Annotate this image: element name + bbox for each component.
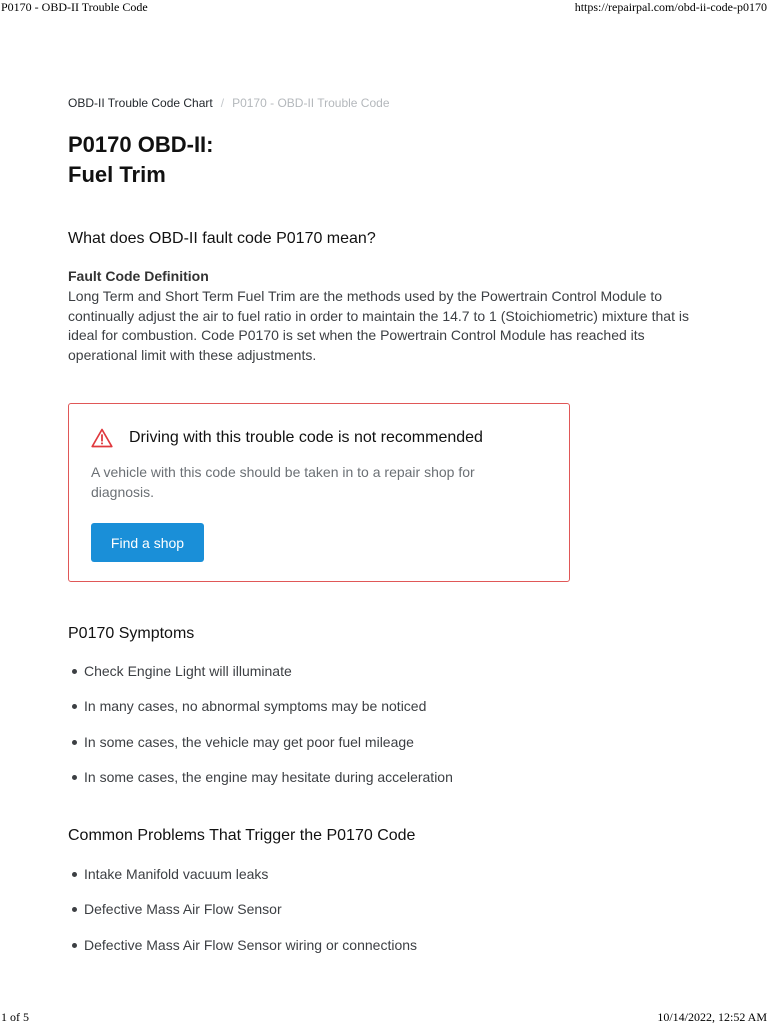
list-item-text: Check Engine Light will illuminate bbox=[84, 663, 292, 679]
list-item-text: Defective Mass Air Flow Sensor wiring or connections bbox=[84, 936, 418, 953]
warning-triangle-icon bbox=[91, 428, 113, 448]
bullet-icon bbox=[72, 872, 77, 877]
list-item bbox=[68, 864, 688, 899]
print-page-url: https://repairpal.com/obd-ii-code-p0170 bbox=[574, 0, 767, 14]
bullet-icon bbox=[72, 740, 77, 745]
symptoms-heading: P0170 Symptoms bbox=[68, 625, 195, 642]
breadcrumb-separator: / bbox=[220, 96, 225, 110]
breadcrumb-link-code-chart[interactable]: OBD-II Trouble Code Chart bbox=[68, 96, 213, 110]
list-item-text: In some cases, the engine may hesitate during acceleration bbox=[84, 768, 453, 785]
list-item bbox=[68, 935, 688, 970]
list-item-text: In some cases, the vehicle may get poor fuel mileage bbox=[84, 733, 414, 750]
alert-title: Driving with this trouble code is not recommended bbox=[129, 429, 483, 446]
list-item bbox=[68, 767, 688, 802]
page-title-line-1: P0170 OBD-II: bbox=[68, 132, 214, 157]
bullet-icon bbox=[72, 775, 77, 780]
definition-body: Long Term and Short Term Fuel Trim are the methods used by the Powertrain Control Module to continually adjust the air to fuel ratio in order to maintain the 14.7 to 1 (Stoichiometric) mixture that is ideal for combustion. Code P0170 is set when the Powertrain Control Module has reached its operational limit with these adjustments. bbox=[68, 288, 689, 363]
list-item-text: Defective Mass Air Flow Sensor bbox=[84, 901, 282, 918]
driving-warning-alert bbox=[68, 403, 570, 582]
print-datetime: 10/14/2022, 12:52 AM bbox=[657, 1010, 767, 1024]
problems-list bbox=[68, 864, 688, 970]
print-page-number: 1 of 5 bbox=[1, 1010, 29, 1024]
print-header bbox=[0, 0, 768, 16]
breadcrumb-current: P0170 - OBD-II Trouble Code bbox=[232, 96, 390, 110]
bullet-icon bbox=[72, 943, 77, 948]
list-item bbox=[68, 661, 688, 696]
list-item-text: Intake Manifold vacuum leaks bbox=[84, 866, 269, 882]
page-title bbox=[68, 130, 214, 190]
list-item bbox=[68, 696, 688, 731]
list-item-text: In many cases, no abnormal symptoms may be noticed bbox=[84, 698, 427, 715]
symptoms-list bbox=[68, 661, 688, 802]
alert-text: A vehicle with this code should be taken in to a repair shop for diagnosis. bbox=[91, 464, 475, 500]
list-item bbox=[68, 732, 688, 767]
bullet-icon bbox=[72, 669, 77, 674]
list-item bbox=[68, 899, 688, 934]
breadcrumb bbox=[68, 96, 390, 110]
meaning-heading: What does OBD-II fault code P0170 mean? bbox=[68, 230, 376, 247]
print-page-title: P0170 - OBD-II Trouble Code bbox=[1, 0, 148, 14]
definition-title: Fault Code Definition bbox=[68, 268, 209, 284]
find-shop-button[interactable]: Find a shop bbox=[91, 523, 204, 562]
bullet-icon bbox=[72, 704, 77, 709]
problems-heading: Common Problems That Trigger the P0170 Code bbox=[68, 827, 416, 844]
page-title-line-2: Fuel Trim bbox=[68, 162, 166, 187]
bullet-icon bbox=[72, 907, 77, 912]
